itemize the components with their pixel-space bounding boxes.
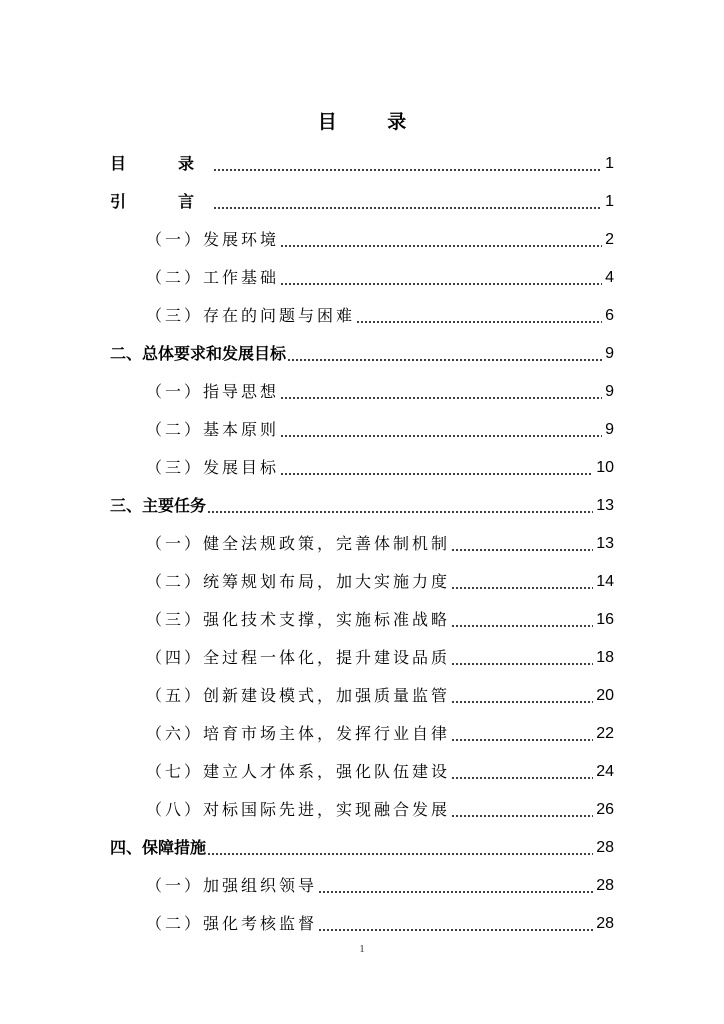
toc-entry-page: 10 <box>596 459 614 476</box>
dot-leader <box>451 549 593 551</box>
toc-entry-label: （七）建立人才体系，强化队伍建设 <box>146 762 451 781</box>
dot-leader <box>451 815 593 817</box>
toc-entry-label: （三）发展目标 <box>146 458 280 477</box>
toc-entry-label: （二）基本原则 <box>146 420 280 439</box>
toc-entry-page: 9 <box>605 421 614 438</box>
dot-leader <box>451 663 593 665</box>
dot-leader <box>213 169 602 171</box>
dot-leader <box>280 283 602 285</box>
toc-subentry[interactable] <box>110 639 614 677</box>
toc-entry-label: （三）存在的问题与困难 <box>146 306 356 325</box>
toc-entry-label: 二、总体要求和发展目标 <box>110 344 287 363</box>
toc-subentry[interactable] <box>110 297 614 335</box>
dot-leader <box>451 739 593 741</box>
toc-entry-page: 13 <box>596 497 614 514</box>
toc-entry[interactable] <box>110 183 614 221</box>
dot-leader <box>451 587 593 589</box>
toc-subentry[interactable] <box>110 373 614 411</box>
dot-leader <box>280 397 602 399</box>
toc-entry-page: 24 <box>596 763 614 780</box>
dot-leader <box>280 435 602 437</box>
toc-entry-label: （五）创新建设模式，加强质量监管 <box>146 686 451 705</box>
toc-subentry[interactable] <box>110 715 614 753</box>
toc-entry-page: 26 <box>596 801 614 818</box>
toc-entry-label: （一）指导思想 <box>146 382 280 401</box>
toc-entry-page: 20 <box>596 687 614 704</box>
toc-entry-label: （二）工作基础 <box>146 268 280 287</box>
toc-entry-label: （一）健全法规政策，完善体制机制 <box>146 534 451 553</box>
toc-entry-label: （六）培育市场主体，发挥行业自律 <box>146 724 451 743</box>
toc-entry-label: 三、主要任务 <box>110 496 207 515</box>
toc-entry[interactable] <box>110 145 614 183</box>
toc-entry-label: 目 录 <box>110 154 213 173</box>
toc-entry[interactable] <box>110 829 614 867</box>
dot-leader <box>318 891 593 893</box>
toc-entry[interactable] <box>110 335 614 373</box>
toc-entry[interactable] <box>110 487 614 525</box>
dot-leader <box>287 359 602 361</box>
toc-entry-page: 4 <box>605 269 614 286</box>
toc-entry-page: 9 <box>605 383 614 400</box>
toc-subentry[interactable] <box>110 753 614 791</box>
dot-leader <box>451 625 593 627</box>
toc-subentry[interactable] <box>110 259 614 297</box>
toc-subentry[interactable] <box>110 449 614 487</box>
toc-entry-label: （二）强化考核监督 <box>146 914 318 933</box>
toc-title: 目 录 <box>317 111 429 133</box>
toc-entry-label: （一）发展环境 <box>146 230 280 249</box>
toc-entry-page: 9 <box>605 345 614 362</box>
dot-leader <box>451 777 593 779</box>
toc-entry-page: 18 <box>596 649 614 666</box>
toc-entry-page: 13 <box>596 535 614 552</box>
toc-entry-page: 1 <box>605 193 614 210</box>
dot-leader <box>280 245 602 247</box>
dot-leader <box>356 321 602 323</box>
toc-entry-page: 6 <box>605 307 614 324</box>
toc-subentry[interactable] <box>110 867 614 905</box>
toc-subentry[interactable] <box>110 563 614 601</box>
toc-entry-page: 1 <box>605 155 614 172</box>
toc-list <box>110 145 614 943</box>
toc-entry-page: 28 <box>596 877 614 894</box>
toc-subentry[interactable] <box>110 525 614 563</box>
toc-entry-label: 引 言 <box>110 192 213 211</box>
toc-subentry[interactable] <box>110 905 614 943</box>
toc-subentry[interactable] <box>110 677 614 715</box>
toc-subentry[interactable] <box>110 411 614 449</box>
toc-entry-page: 28 <box>596 915 614 932</box>
dot-leader <box>207 853 593 855</box>
toc-subentry[interactable] <box>110 221 614 259</box>
dot-leader <box>318 929 593 931</box>
dot-leader <box>280 473 593 475</box>
toc-entry-label: 四、保障措施 <box>110 838 207 857</box>
toc-entry-label: （一）加强组织领导 <box>146 876 318 895</box>
dot-leader <box>451 701 593 703</box>
dot-leader <box>213 207 602 209</box>
toc-entry-page: 2 <box>605 231 614 248</box>
toc-entry-page: 28 <box>596 839 614 856</box>
toc-entry-page: 14 <box>596 573 614 590</box>
page-number: 1 <box>359 943 365 955</box>
toc-entry-page: 16 <box>596 611 614 628</box>
toc-entry-label: （四）全过程一体化，提升建设品质 <box>146 648 451 667</box>
toc-subentry[interactable] <box>110 601 614 639</box>
toc-entry-label: （八）对标国际先进，实现融合发展 <box>146 800 451 819</box>
toc-subentry[interactable] <box>110 791 614 829</box>
toc-entry-label: （三）强化技术支撑，实施标准战略 <box>146 610 451 629</box>
toc-entry-label: （二）统筹规划布局，加大实施力度 <box>146 572 451 591</box>
toc-entry-page: 22 <box>596 725 614 742</box>
dot-leader <box>207 511 593 513</box>
